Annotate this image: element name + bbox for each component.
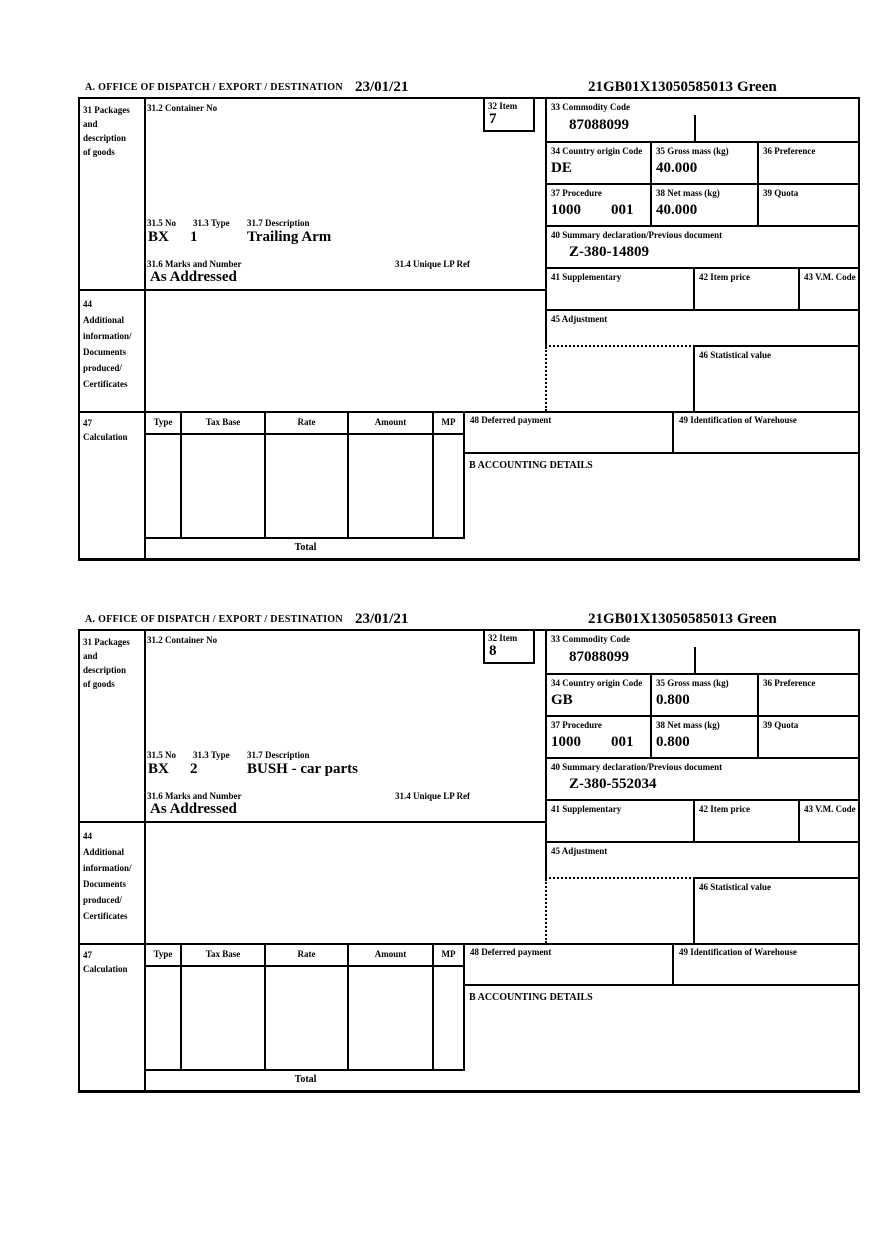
box44-label-line: Certificates (83, 911, 128, 921)
box43-vm-code (798, 801, 858, 843)
calc-header-type: Type (153, 417, 173, 427)
box36-label: 36 Preference (763, 146, 816, 156)
box44-label-line: Certificates (83, 379, 128, 389)
calc-header-amount: Amount (374, 417, 407, 427)
movement-reference-number: 21GB01X13050585013 (588, 79, 734, 95)
box33-label: 33 Commodity Code (551, 102, 630, 112)
country-origin-value: GB (551, 692, 573, 708)
box46-statistical-value (693, 877, 858, 943)
box35-label: 35 Gross mass (kg) (656, 146, 729, 156)
dotted-vertical-divider (545, 347, 547, 411)
box44-additional-info-label (83, 828, 132, 924)
box32-item-label: 32 Item (488, 633, 518, 643)
gross-mass-value: 0.800 (656, 692, 690, 708)
total-label: Total (294, 542, 317, 553)
box44-additional-info-label (83, 296, 132, 392)
box31-label-line: of goods (83, 679, 115, 689)
calc-column-divider (432, 943, 434, 1071)
accounting-details-label: B ACCOUNTING DETAILS (469, 460, 593, 471)
box47-label-line: 47 (83, 418, 92, 428)
routing-channel: Green (737, 79, 777, 95)
box39-label: 39 Quota (763, 188, 799, 198)
box44-label-line: Additional (83, 847, 125, 857)
routing-channel: Green (737, 611, 777, 627)
procedure-value-1: 1000 (551, 202, 581, 218)
calc-column-divider (347, 943, 349, 1071)
box31-5-no-label: 31.5 No (147, 218, 176, 228)
calc-header-type: Type (153, 949, 173, 959)
dispatch-date: 23/01/21 (355, 79, 409, 95)
box49-warehouse-id (672, 411, 858, 454)
box34-label: 34 Country origin Code (551, 678, 643, 688)
form-grid (78, 97, 860, 561)
box35-label: 35 Gross mass (kg) (656, 678, 729, 688)
box41-label: 41 Supplementary (551, 272, 622, 282)
office-of-dispatch-header: A. OFFICE OF DISPATCH / EXPORT / DESTINATION (85, 614, 343, 625)
box49-warehouse-id (672, 943, 858, 986)
box31-label-line: 31 Packages (83, 637, 130, 647)
box31-7-description-label: 31.7 Description (247, 218, 310, 228)
box38-label: 38 Net mass (kg) (656, 720, 720, 730)
box46-label: 46 Statistical value (699, 350, 771, 360)
gross-mass-value: 40.000 (656, 160, 698, 176)
packages-no-value: BX (148, 229, 169, 245)
box43-label: 43 V.M. Code (804, 804, 856, 814)
commodity-code-value: 87088099 (569, 117, 629, 133)
dotted-horizontal-divider (545, 345, 695, 347)
box31-label-line: and (83, 119, 98, 129)
box40-previous-document (545, 227, 858, 269)
box42-label: 42 Item price (699, 272, 750, 282)
box45-label: 45 Adjustment (551, 846, 608, 856)
box34-label: 34 Country origin Code (551, 146, 643, 156)
box47-calculation-label (83, 948, 128, 976)
box46-statistical-value (693, 345, 858, 411)
box45-adjustment (545, 311, 858, 347)
form-grid (78, 629, 860, 1093)
box35-gross-mass (650, 143, 757, 185)
box49-label: 49 Identification of Warehouse (679, 415, 797, 425)
box33-label: 33 Commodity Code (551, 634, 630, 644)
box42-label: 42 Item price (699, 804, 750, 814)
box40-label: 40 Summary declaration/Previous document (551, 762, 723, 772)
box36-preference (757, 675, 858, 717)
box46-label: 46 Statistical value (699, 882, 771, 892)
box47-label-line: 47 (83, 950, 92, 960)
box31-5-no-label: 31.5 No (147, 750, 176, 760)
office-of-dispatch-header: A. OFFICE OF DISPATCH / EXPORT / DESTINATION (85, 82, 343, 93)
declaration-sheet (0, 608, 882, 1140)
procedure-value-1: 1000 (551, 734, 581, 750)
box48-deferred-payment (463, 411, 672, 454)
calc-header-bottom-border (144, 965, 465, 967)
box47-label-line: Calculation (83, 964, 128, 974)
packages-no-value: BX (148, 761, 169, 777)
box39-quota (757, 185, 858, 227)
accounting-details-label: B ACCOUNTING DETAILS (469, 992, 593, 1003)
calc-header-tax-base: Tax Base (205, 417, 241, 427)
box48-label: 48 Deferred payment (470, 947, 552, 957)
box37-procedure (545, 185, 650, 227)
box31-4-unique-lp-ref-label: 31.4 Unique LP Ref (395, 259, 471, 269)
box44-label-line: Documents (83, 879, 126, 889)
calc-header-mp: MP (441, 949, 456, 959)
calc-body-bottom-border (144, 537, 465, 539)
box32-item-label: 32 Item (488, 101, 518, 111)
box44-label-line: information/ (83, 863, 132, 873)
declaration-sheet (0, 76, 882, 608)
goods-description-value: Trailing Arm (247, 229, 332, 245)
box31-label-line: description (83, 133, 127, 143)
box49-label: 49 Identification of Warehouse (679, 947, 797, 957)
procedure-value-2: 001 (611, 202, 634, 218)
commodity-code-divider (694, 115, 696, 141)
calc-column-divider (432, 411, 434, 539)
box37-label: 37 Procedure (551, 720, 602, 730)
main-vertical-divider (144, 631, 146, 1090)
box32-item-box (483, 99, 535, 132)
calc-header-rate: Rate (297, 417, 316, 427)
dispatch-date: 23/01/21 (355, 611, 409, 627)
box44-label-line: produced/ (83, 363, 122, 373)
calc-header-tax-base: Tax Base (205, 949, 241, 959)
calc-column-divider (264, 411, 266, 539)
calc-header-bottom-border (144, 433, 465, 435)
box36-label: 36 Preference (763, 678, 816, 688)
box45-adjustment (545, 843, 858, 879)
box31-6-marks-label: 31.6 Marks and Number (147, 791, 242, 801)
procedure-value-2: 001 (611, 734, 634, 750)
net-mass-value: 0.800 (656, 734, 690, 750)
box39-label: 39 Quota (763, 720, 799, 730)
box31-label-line: of goods (83, 147, 115, 157)
box37-label: 37 Procedure (551, 188, 602, 198)
total-label: Total (294, 1074, 317, 1085)
main-vertical-divider (144, 99, 146, 558)
calc-body-bottom-border (144, 1069, 465, 1071)
marks-and-number-value: As Addressed (150, 269, 237, 285)
box31-packages-label (83, 103, 130, 159)
box31-2-container-label: 31.2 Container No (147, 635, 218, 645)
calc-header-rate: Rate (297, 949, 316, 959)
box36-preference (757, 143, 858, 185)
goods-area-bottom-border (80, 821, 545, 823)
box44-label-line: 44 (83, 299, 92, 309)
dotted-horizontal-divider (545, 877, 695, 879)
packages-type-value: 2 (190, 761, 198, 777)
box37-procedure (545, 717, 650, 759)
box38-net-mass (650, 717, 757, 759)
item-number-value: 7 (489, 111, 497, 127)
calc-column-divider (347, 411, 349, 539)
box31-label-line: 31 Packages (83, 105, 130, 115)
box44-label-line: Additional (83, 315, 125, 325)
box31-7-description-label: 31.7 Description (247, 750, 310, 760)
box40-previous-document (545, 759, 858, 801)
box43-vm-code (798, 269, 858, 311)
box39-quota (757, 717, 858, 759)
box33-commodity (545, 631, 858, 675)
box48-label: 48 Deferred payment (470, 415, 552, 425)
calc-column-divider (180, 943, 182, 1071)
dotted-vertical-divider (545, 879, 547, 943)
packages-type-value: 1 (190, 229, 198, 245)
box44-label-line: 44 (83, 831, 92, 841)
goods-area-bottom-border (80, 289, 545, 291)
box31-4-unique-lp-ref-label: 31.4 Unique LP Ref (395, 791, 471, 801)
box42-item-price (693, 269, 798, 311)
box31-2-container-label: 31.2 Container No (147, 103, 218, 113)
box31-packages-label (83, 635, 130, 691)
calc-header-amount: Amount (374, 949, 407, 959)
box42-item-price (693, 801, 798, 843)
box45-label: 45 Adjustment (551, 314, 608, 324)
box38-label: 38 Net mass (kg) (656, 188, 720, 198)
calc-header-mp: MP (441, 417, 456, 427)
box32-item-box (483, 631, 535, 664)
box31-label-line: description (83, 665, 127, 675)
box44-label-line: Documents (83, 347, 126, 357)
box48-deferred-payment (463, 943, 672, 986)
movement-reference-number: 21GB01X13050585013 (588, 611, 734, 627)
commodity-code-divider (694, 647, 696, 673)
box44-label-line: produced/ (83, 895, 122, 905)
box40-label: 40 Summary declaration/Previous document (551, 230, 723, 240)
box33-commodity (545, 99, 858, 143)
item-number-value: 8 (489, 643, 497, 659)
box34-country-origin (545, 675, 650, 717)
goods-description-value: BUSH - car parts (247, 761, 358, 777)
net-mass-value: 40.000 (656, 202, 698, 218)
commodity-code-value: 87088099 (569, 649, 629, 665)
box31-3-type-label: 31.3 Type (193, 750, 230, 760)
box31-3-type-label: 31.3 Type (193, 218, 230, 228)
box41-supplementary (545, 801, 693, 843)
box47-calculation-label (83, 416, 128, 444)
calc-column-divider (180, 411, 182, 539)
box44-label-line: information/ (83, 331, 132, 341)
box31-6-marks-label: 31.6 Marks and Number (147, 259, 242, 269)
calc-column-divider (264, 943, 266, 1071)
box31-label-line: and (83, 651, 98, 661)
marks-and-number-value: As Addressed (150, 801, 237, 817)
box35-gross-mass (650, 675, 757, 717)
previous-document-value: Z-380-14809 (569, 244, 649, 260)
country-origin-value: DE (551, 160, 572, 176)
box41-label: 41 Supplementary (551, 804, 622, 814)
box41-supplementary (545, 269, 693, 311)
previous-document-value: Z-380-552034 (569, 776, 657, 792)
box43-label: 43 V.M. Code (804, 272, 856, 282)
box38-net-mass (650, 185, 757, 227)
box34-country-origin (545, 143, 650, 185)
box47-label-line: Calculation (83, 432, 128, 442)
